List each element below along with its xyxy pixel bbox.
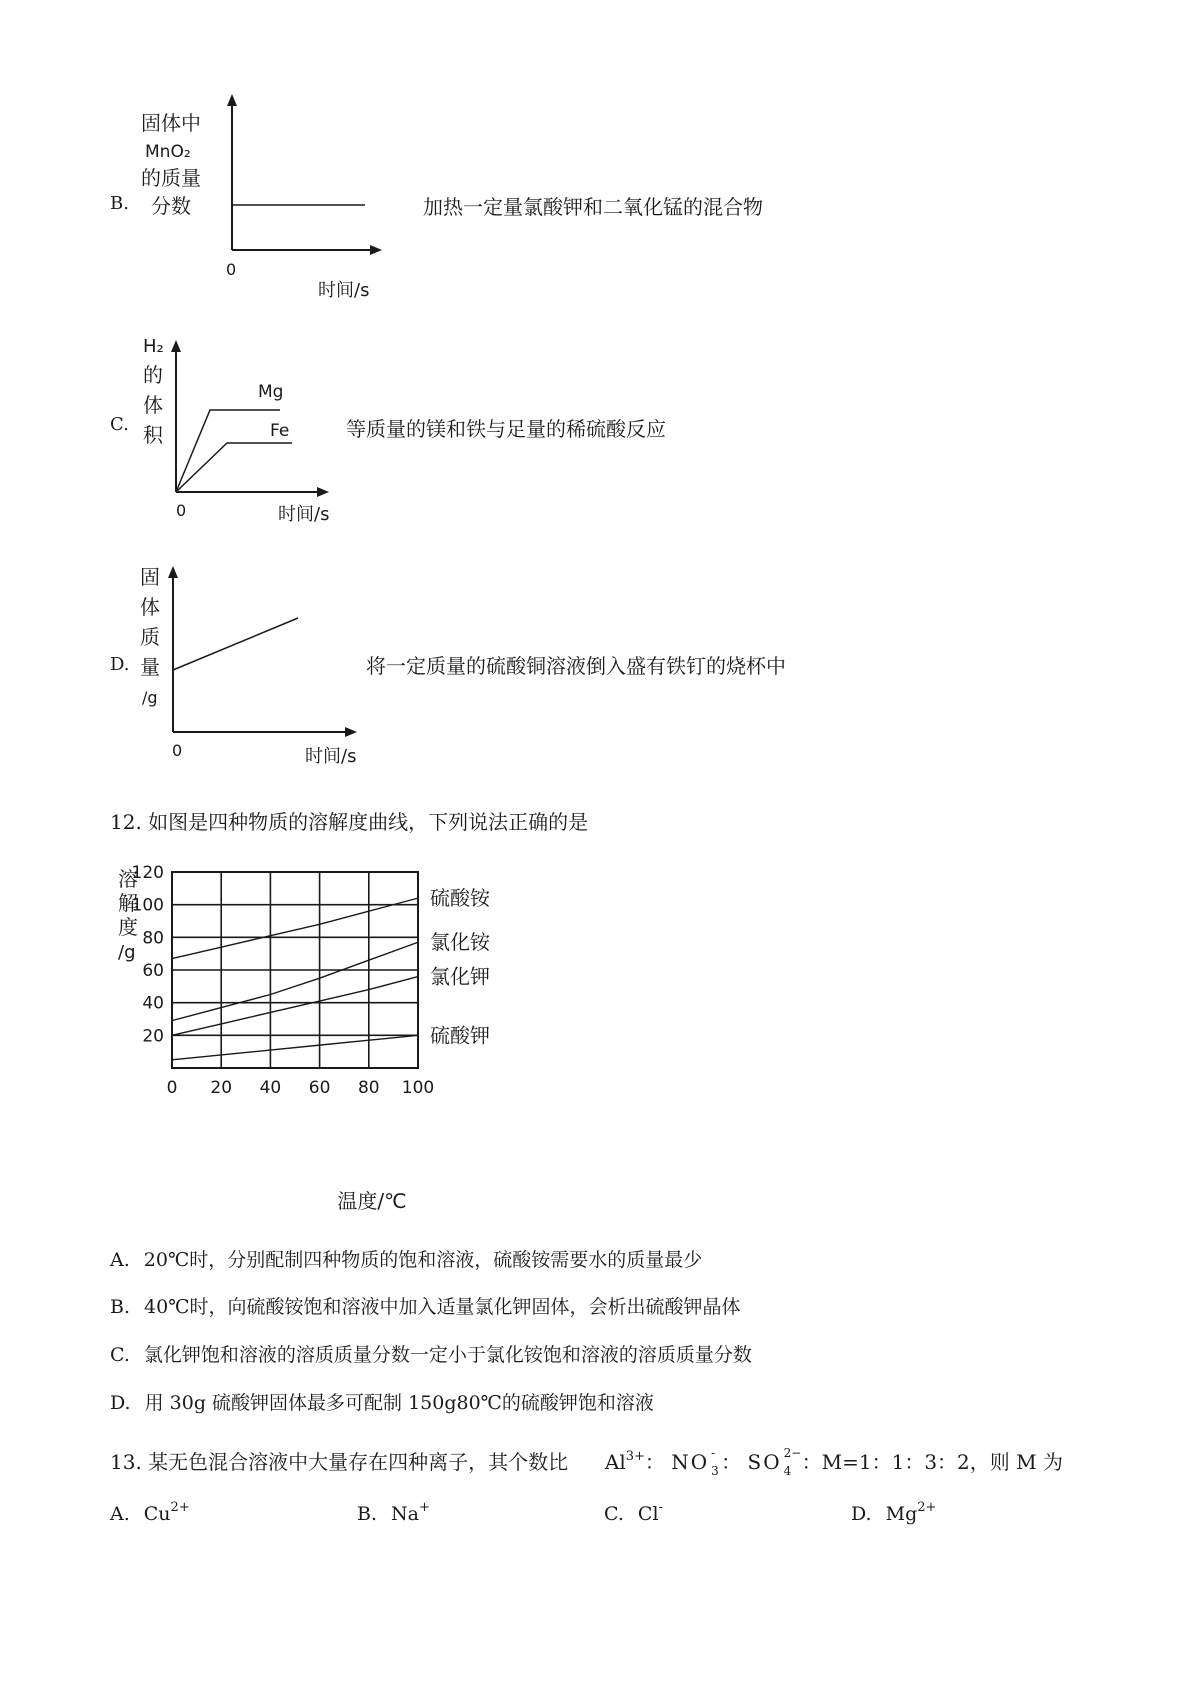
option-b-graph bbox=[125, 90, 405, 300]
q12-option-b-label: B. bbox=[110, 1296, 131, 1318]
c-y-arrow bbox=[171, 340, 181, 352]
chart-ylabel-2: 解 bbox=[118, 891, 138, 915]
q13-option-a-charge: 2+ bbox=[170, 1500, 190, 1515]
q13-option-b-label: B. bbox=[357, 1503, 378, 1525]
c-origin: 0 bbox=[176, 501, 187, 520]
q13-ion-no3-charge: - bbox=[711, 1445, 716, 1460]
q12-option-a bbox=[110, 1245, 702, 1272]
option-c-graph bbox=[130, 330, 350, 530]
q12-option-a-text: 20℃时，分别配制四种物质的饱和溶液，硫酸铵需要水的质量最少 bbox=[143, 1249, 703, 1271]
q13-option-a bbox=[110, 1500, 190, 1525]
q13-ion-so4: SO bbox=[747, 1450, 782, 1474]
chart-ylabel-1: 溶 bbox=[118, 867, 138, 891]
q13-option-c bbox=[604, 1500, 663, 1525]
b-ylabel-3: 的质量 bbox=[141, 166, 201, 190]
q13-option-d-ion: Mg bbox=[885, 1503, 918, 1525]
q12-stem: 12. 如图是四种物质的溶解度曲线，下列说法正确的是 bbox=[110, 810, 589, 834]
series-label-1: 硫酸铵 bbox=[430, 886, 490, 911]
q13-ion-al: Al bbox=[604, 1450, 626, 1474]
chart-xlabel: 温度/℃ bbox=[337, 1189, 407, 1213]
q13-ion-no3-sub: 3 bbox=[711, 1463, 719, 1478]
c-ylabel-2: 的 bbox=[143, 363, 163, 387]
q13-option-d bbox=[851, 1500, 937, 1525]
b-ylabel-1: 固体中 bbox=[141, 111, 201, 135]
solubility-chart bbox=[110, 860, 570, 1220]
series-label-3: 氯化钾 bbox=[430, 964, 490, 989]
c-ylabel-4: 积 bbox=[143, 423, 163, 447]
b-y-arrow bbox=[227, 94, 237, 106]
series-line-2 bbox=[172, 942, 418, 1020]
q13-sep-2: ： bbox=[721, 1450, 742, 1474]
y-tick-label: 120 bbox=[131, 863, 164, 883]
series-line-1 bbox=[172, 898, 418, 958]
y-tick-label: 20 bbox=[142, 1026, 164, 1047]
c-mg-curve bbox=[176, 410, 280, 492]
b-ylabel-2: MnO₂ bbox=[145, 142, 191, 162]
q13-option-d-label: D. bbox=[851, 1503, 872, 1525]
q13-option-b-charge: + bbox=[418, 1500, 430, 1515]
q12-option-d bbox=[110, 1388, 654, 1415]
d-origin: 0 bbox=[172, 741, 183, 760]
q12-option-d-text: 用 30g 硫酸钾固体最多可配制 150g80℃的硫酸钾饱和溶液 bbox=[144, 1392, 654, 1414]
q13-stem-prefix: 13. 某无色混合溶液中大量存在四种离子，其个数比 bbox=[110, 1450, 569, 1474]
series-label-2: 氯化铵 bbox=[430, 930, 490, 955]
c-ylabel-3: 体 bbox=[143, 393, 163, 417]
y-tick-label: 60 bbox=[142, 961, 164, 981]
q13-option-c-charge: - bbox=[658, 1500, 663, 1515]
d-ylabel-1: 固 bbox=[140, 565, 160, 589]
q13-ion-so4-sub: 4 bbox=[783, 1463, 792, 1478]
q12-option-c-label: C. bbox=[110, 1344, 130, 1366]
q12-option-d-label: D. bbox=[110, 1392, 131, 1414]
q13-option-b bbox=[357, 1500, 430, 1525]
x-tick-label: 60 bbox=[308, 1078, 331, 1098]
y-tick-label: 100 bbox=[131, 895, 164, 916]
option-d-description: 将一定质量的硫酸铜溶液倒入盛有铁钉的烧杯中 bbox=[366, 654, 786, 678]
d-ylabel-3: 质 bbox=[140, 625, 160, 649]
option-b-description: 加热一定量氯酸钾和二氧化锰的混合物 bbox=[423, 195, 763, 219]
d-xlabel: 时间/s bbox=[305, 746, 357, 767]
d-y-arrow bbox=[168, 566, 178, 578]
q13-ion-no3: NO bbox=[671, 1450, 710, 1474]
q13-stem-suffix: ：M=1：1：3：2，则 M 为 bbox=[801, 1450, 1063, 1474]
option-d-letter: D. bbox=[110, 654, 130, 675]
b-origin: 0 bbox=[226, 260, 237, 279]
c-x-arrow bbox=[317, 487, 329, 497]
option-d-graph bbox=[130, 560, 370, 775]
option-c-description: 等质量的镁和铁与足量的稀硫酸反应 bbox=[346, 417, 666, 441]
series-label-4: 硫酸钾 bbox=[430, 1023, 490, 1048]
c-xlabel: 时间/s bbox=[278, 504, 330, 525]
q13-option-a-label: A. bbox=[110, 1503, 130, 1525]
q12-option-b-text: 40℃时，向硫酸铵饱和溶液中加入适量氯化钾固体，会析出硫酸钾晶体 bbox=[144, 1296, 741, 1318]
q12-option-c bbox=[110, 1340, 752, 1367]
q13-sep-1: ： bbox=[644, 1450, 665, 1474]
b-ylabel-4: 分数 bbox=[151, 194, 191, 218]
d-x-arrow bbox=[345, 727, 357, 737]
d-ylabel-5: /g bbox=[142, 688, 158, 707]
x-tick-label: 100 bbox=[401, 1078, 435, 1098]
x-tick-label: 40 bbox=[259, 1078, 282, 1098]
chart-ylabel-3: 度 bbox=[118, 915, 138, 939]
c-mg-label: Mg bbox=[258, 382, 284, 402]
q13-option-d-charge: 2+ bbox=[917, 1500, 937, 1515]
chart-ylabel-4: /g bbox=[118, 942, 136, 963]
option-b-letter: B. bbox=[110, 193, 129, 214]
series-line-4 bbox=[172, 1035, 418, 1060]
c-fe-label: Fe bbox=[270, 421, 290, 441]
y-tick-label: 80 bbox=[142, 928, 164, 949]
b-xlabel: 时间/s bbox=[318, 280, 370, 300]
q13-option-c-label: C. bbox=[604, 1503, 624, 1525]
q12-option-a-label: A. bbox=[110, 1249, 130, 1271]
q12-option-b bbox=[110, 1292, 740, 1319]
x-tick-label: 80 bbox=[357, 1078, 380, 1098]
y-tick-label: 40 bbox=[142, 993, 164, 1014]
x-tick-label: 0 bbox=[166, 1078, 178, 1098]
d-ylabel-4: 量 bbox=[140, 655, 160, 679]
q13-option-b-ion: Na bbox=[391, 1503, 419, 1525]
d-curve bbox=[173, 618, 298, 670]
q13-option-c-ion: Cl bbox=[637, 1503, 659, 1525]
q13-ion-so4-charge: 2− bbox=[783, 1445, 802, 1460]
q13-stem bbox=[110, 1445, 1063, 1478]
q12-option-c-text: 氯化钾饱和溶液的溶质质量分数一定小于氯化铵饱和溶液的溶质质量分数 bbox=[143, 1344, 752, 1366]
q13-option-a-ion: Cu bbox=[143, 1503, 171, 1525]
b-x-arrow bbox=[370, 245, 382, 255]
d-ylabel-2: 体 bbox=[140, 595, 160, 619]
option-c-letter: C. bbox=[110, 414, 129, 435]
series-line-3 bbox=[172, 977, 418, 1036]
x-tick-label: 20 bbox=[210, 1078, 233, 1098]
q13-ion-al-charge: 3+ bbox=[625, 1449, 645, 1464]
c-ylabel-1: H₂ bbox=[143, 336, 164, 357]
